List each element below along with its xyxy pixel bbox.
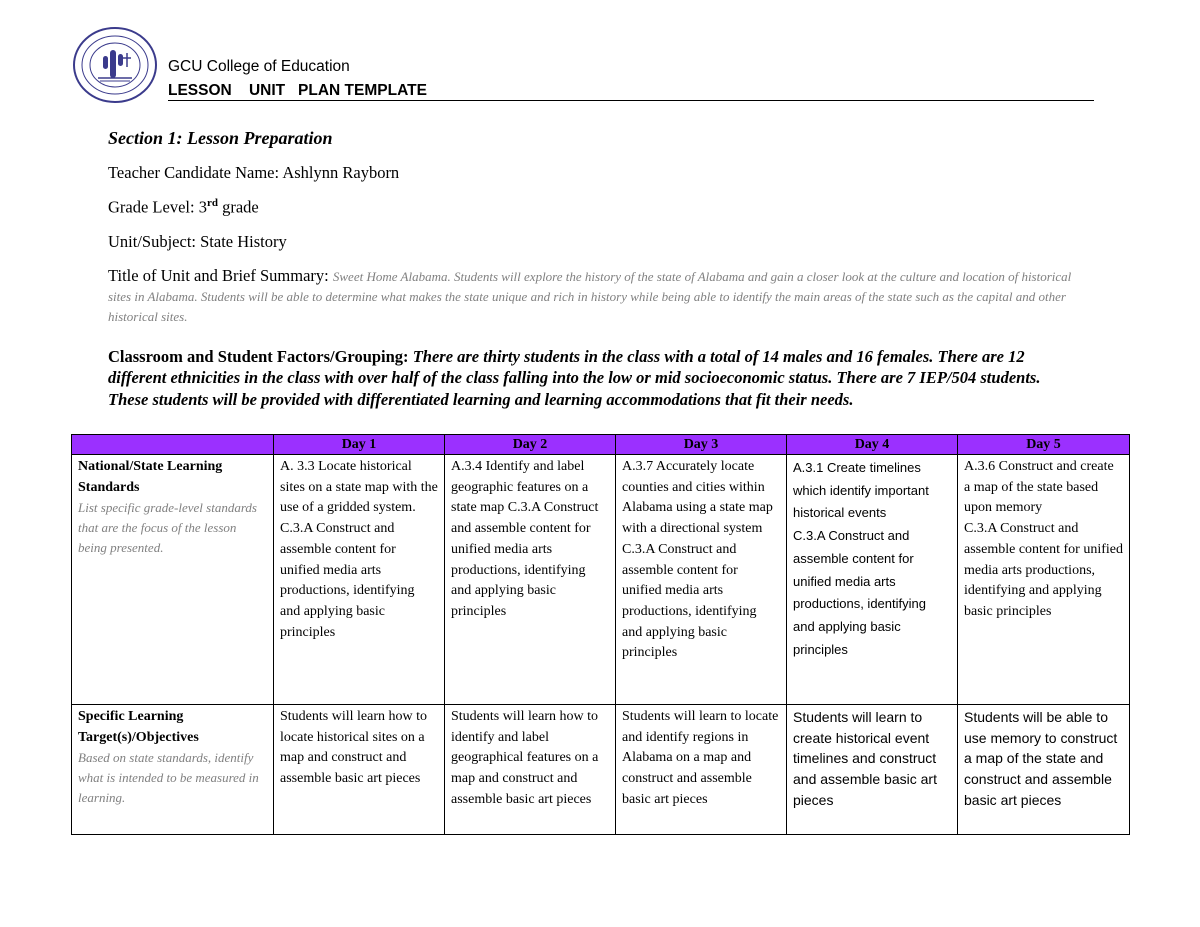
header-day-4: Day 4 — [787, 435, 958, 455]
unit-subject-field — [108, 232, 1078, 252]
grouping-text: There are thirty students in the class with a total of 14 males and 16 females. There are 12 different ethnicities in the class with over half of the class falling into the low or mid socioeconomic status. There are 7 IEP/504 students. These students will be provided with differentiated learning and learning accommodations that fit their needs. — [108, 346, 1041, 409]
lesson-plan-table — [71, 434, 1130, 835]
objectives-day-4: Students will learn to create historical event timelines and construct and assemble basic art pieces — [787, 705, 958, 835]
standards-day-4 — [787, 455, 958, 705]
objectives-title: Specific Learning Target(s)/Objectives — [78, 709, 199, 745]
template-title: LESSON UNIT PLAN TEMPLATE — [168, 82, 1094, 101]
unit-summary-field — [108, 266, 1078, 326]
objectives-description: Based on state standards, identify what is intended to be measured in learning. — [78, 750, 259, 806]
unit-summary-label: Title of Unit and Brief Summary: — [108, 265, 333, 285]
row-header-objectives — [72, 705, 274, 835]
standards-day-1: A. 3.3 Locate historical sites on a state map with the use of a gridded system. C.3.A Construct and assemble content for unified media arts productions, identifying and applying basic principles — [274, 455, 445, 705]
grade-level-suffix: grade — [217, 197, 259, 217]
seal-icon — [72, 26, 158, 104]
gcu-seal-logo — [72, 26, 158, 104]
standards-day-4-text: A.3.1 Create timelines which identify important historical events C.3.A Construct and assemble content for unified media arts productions, identifying and applying basic principles — [793, 460, 929, 657]
standards-day-5: A.3.6 Construct and create a map of the state based upon memory C.3.A Construct and assemble content for unified media arts productions, identifying and applying basic principles — [958, 455, 1130, 705]
objectives-day-3: Students will learn to locate and identify regions in Alabama on a map and construct and assemble basic art pieces — [616, 705, 787, 835]
standards-title: National/State Learning Standards — [78, 459, 223, 495]
table-row-objectives — [72, 705, 1130, 835]
objectives-day-1: Students will learn how to locate historical sites on a map and construct and assemble basic art pieces — [274, 705, 445, 835]
table-header-row — [72, 435, 1130, 455]
teacher-name-field — [108, 163, 1078, 183]
unit-subject-label: Unit/Subject: — [108, 231, 201, 251]
table-row-standards — [72, 455, 1130, 705]
header-day-3: Day 3 — [616, 435, 787, 455]
standards-day-2: A.3.4 Identify and label geographic features on a state map C.3.A Construct and assemble content for unified media arts productions, identifying and applying basic principles — [445, 455, 616, 705]
header-day-1: Day 1 — [274, 435, 445, 455]
grade-level-field — [108, 197, 1078, 218]
grade-level-label: Grade Level: — [108, 197, 199, 217]
teacher-name-label: Teacher Candidate Name: — [108, 163, 283, 182]
header-empty-cell — [72, 435, 274, 455]
college-name: GCU College of Education — [168, 58, 350, 75]
objectives-day-2: Students will learn how to identify and label geographical features on a map and construct and assemble basic art pieces — [445, 705, 616, 835]
grouping-label: Classroom and Student Factors/Grouping: — [108, 346, 413, 366]
lesson-preparation-section — [108, 128, 1078, 410]
section-title: Section 1: Lesson Preparation — [108, 128, 333, 148]
grouping-field — [108, 346, 1078, 411]
unit-summary-text: Sweet Home Alabama. Students will explore the history of the state of Alabama and gain a closer look at the culture and location of historical sites in Alabama. Students will be able to determine what makes the state unique and rich in history while being able to identify the main areas of the state such as the capital and other historical sites. — [108, 268, 1072, 324]
grade-level-value: 3 — [198, 197, 207, 217]
teacher-name-value: Ashlynn Rayborn — [282, 163, 400, 182]
header-day-2: Day 2 — [445, 435, 616, 455]
unit-subject-value: State History — [200, 231, 287, 251]
objectives-day-5: Students will be able to use memory to construct a map of the state and construct and assemble basic art pieces — [958, 705, 1130, 835]
standards-day-3: A.3.7 Accurately locate counties and cities within Alabama using a state map with a directional system C.3.A Construct and assemble content for unified media arts productions, identifying and applying basic principles — [616, 455, 787, 705]
row-header-standards — [72, 455, 274, 705]
grade-level-ordinal: rd — [206, 197, 218, 209]
standards-description: List specific grade-level standards that are the focus of the lesson being presented. — [78, 500, 257, 556]
header-day-5: Day 5 — [958, 435, 1130, 455]
